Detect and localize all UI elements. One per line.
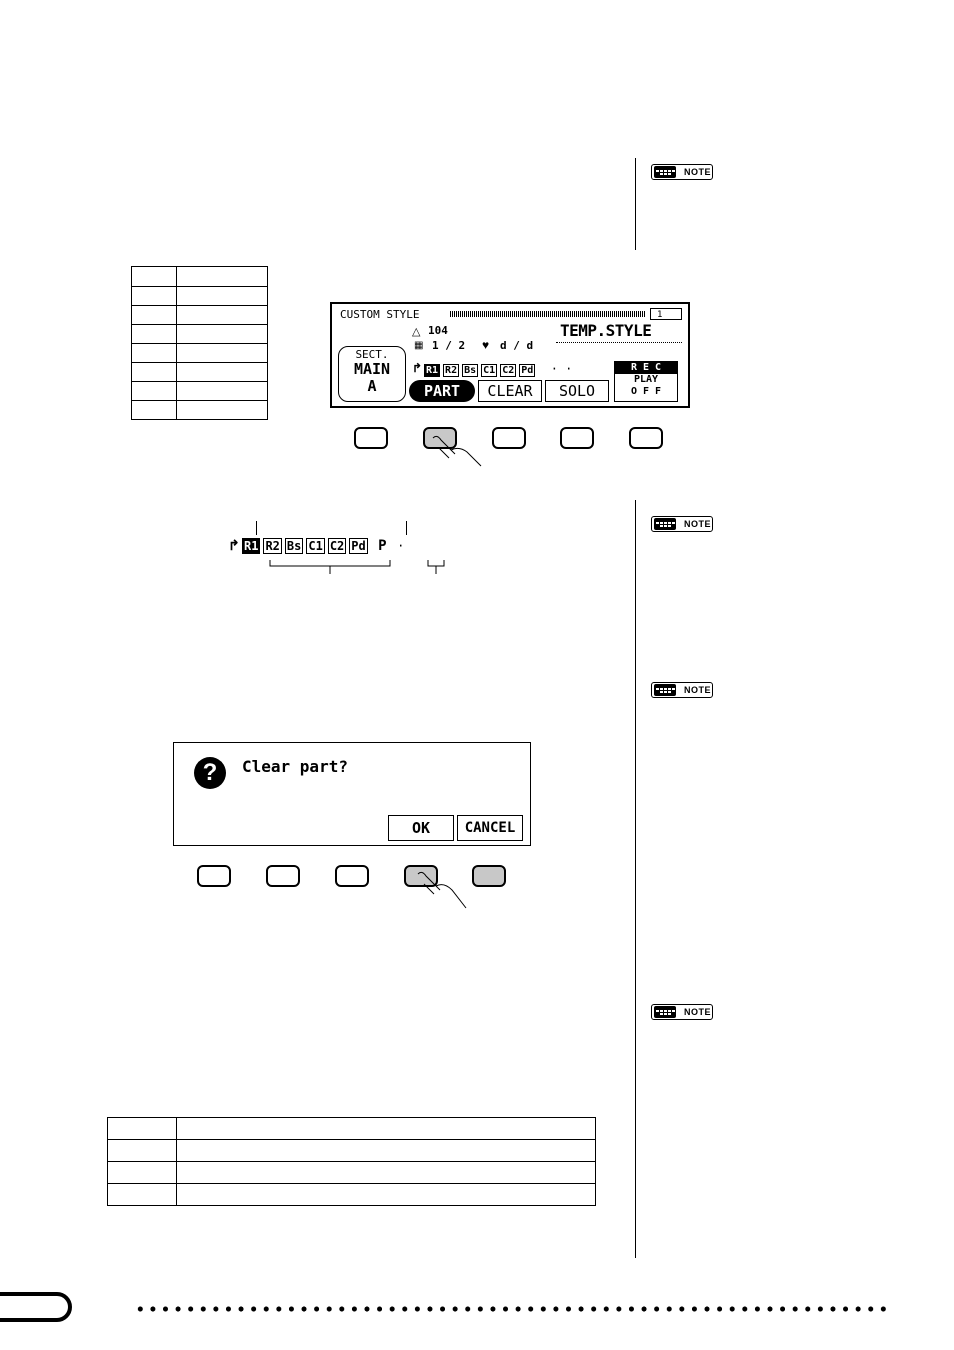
header-bar: [450, 311, 646, 317]
display-header: CUSTOM STYLE: [340, 308, 420, 321]
part-c2: C2: [329, 539, 345, 553]
soft-button-clear: CLEAR: [478, 380, 542, 402]
part-r2: R2: [265, 539, 280, 553]
part-bs: Bs: [464, 365, 477, 376]
callout-line: [406, 521, 407, 535]
style-name: TEMP.STYLE: [560, 321, 652, 340]
dialog-message: Clear part?: [242, 757, 348, 776]
question-icon: ?: [194, 757, 226, 789]
panel-button-4[interactable]: [560, 427, 594, 449]
soft-button-solo: SOLO: [545, 380, 609, 402]
extra-part-label: P: [378, 538, 387, 554]
part-pd: Pd: [521, 365, 534, 376]
part-arrow-icon: ↱: [228, 537, 240, 553]
footer-dots: [134, 1306, 888, 1312]
pressing-hand-icon: [410, 868, 470, 914]
part-dots: · ·: [550, 362, 573, 376]
part-arrow-icon: ↱: [412, 361, 423, 375]
part-bracket: [268, 560, 448, 576]
part-r1: R1: [426, 365, 439, 376]
beat-value: d / d: [500, 339, 534, 352]
note-badge: NOTE: [651, 682, 713, 698]
note-badge: NOTE: [651, 516, 713, 532]
part-selector: [424, 360, 572, 378]
part-pd: Pd: [351, 539, 366, 553]
page-tab: [0, 1292, 72, 1322]
margin-rule-top: [635, 158, 636, 250]
part-bs: Bs: [286, 539, 302, 553]
panel-button-1[interactable]: [354, 427, 388, 449]
part-c2: C2: [502, 365, 515, 376]
metronome-icon: △: [412, 326, 421, 338]
part-diagram: [242, 537, 404, 555]
section-box: SECT. MAIN A: [338, 346, 406, 402]
panel-button-1[interactable]: [197, 865, 231, 887]
bottom-table: [107, 1117, 596, 1206]
callout-line: [256, 521, 257, 535]
keyboard-icon: [654, 684, 676, 696]
measure-icon: ▦: [414, 340, 424, 351]
part-c1: C1: [483, 365, 496, 376]
page-indicator: 1: [650, 308, 682, 320]
panel-button-5[interactable]: [629, 427, 663, 449]
tempo-value: 104: [428, 324, 448, 337]
panel-button-3[interactable]: [335, 865, 369, 887]
style-name-underline: [556, 342, 682, 343]
pressing-hand-icon: [425, 430, 487, 470]
soft-button-part: PART: [409, 380, 475, 402]
cancel-button[interactable]: CANCEL: [457, 815, 523, 841]
part-table: [131, 266, 268, 420]
part-r2: R2: [445, 365, 458, 376]
clear-part-dialog: [173, 742, 531, 846]
panel-button-3[interactable]: [492, 427, 526, 449]
keyboard-icon: [654, 166, 676, 178]
keyboard-icon: [654, 518, 676, 530]
custom-style-display: [330, 302, 690, 408]
margin-rule-main: [635, 500, 636, 1258]
note-badge: NOTE: [651, 1004, 713, 1020]
extra-part-dot: ·: [397, 539, 405, 553]
rec-status-box: R E C PLAY O F F: [614, 361, 678, 402]
ok-button[interactable]: OK: [388, 815, 454, 841]
panel-button-5[interactable]: [472, 865, 506, 887]
part-c1: C1: [308, 539, 323, 553]
panel-button-2[interactable]: [266, 865, 300, 887]
keyboard-icon: [654, 1006, 676, 1018]
part-r1: R1: [244, 539, 259, 553]
heart-icon: ♥: [482, 338, 490, 352]
measure-value: 1 / 2: [432, 339, 466, 352]
note-badge: NOTE: [651, 164, 713, 180]
